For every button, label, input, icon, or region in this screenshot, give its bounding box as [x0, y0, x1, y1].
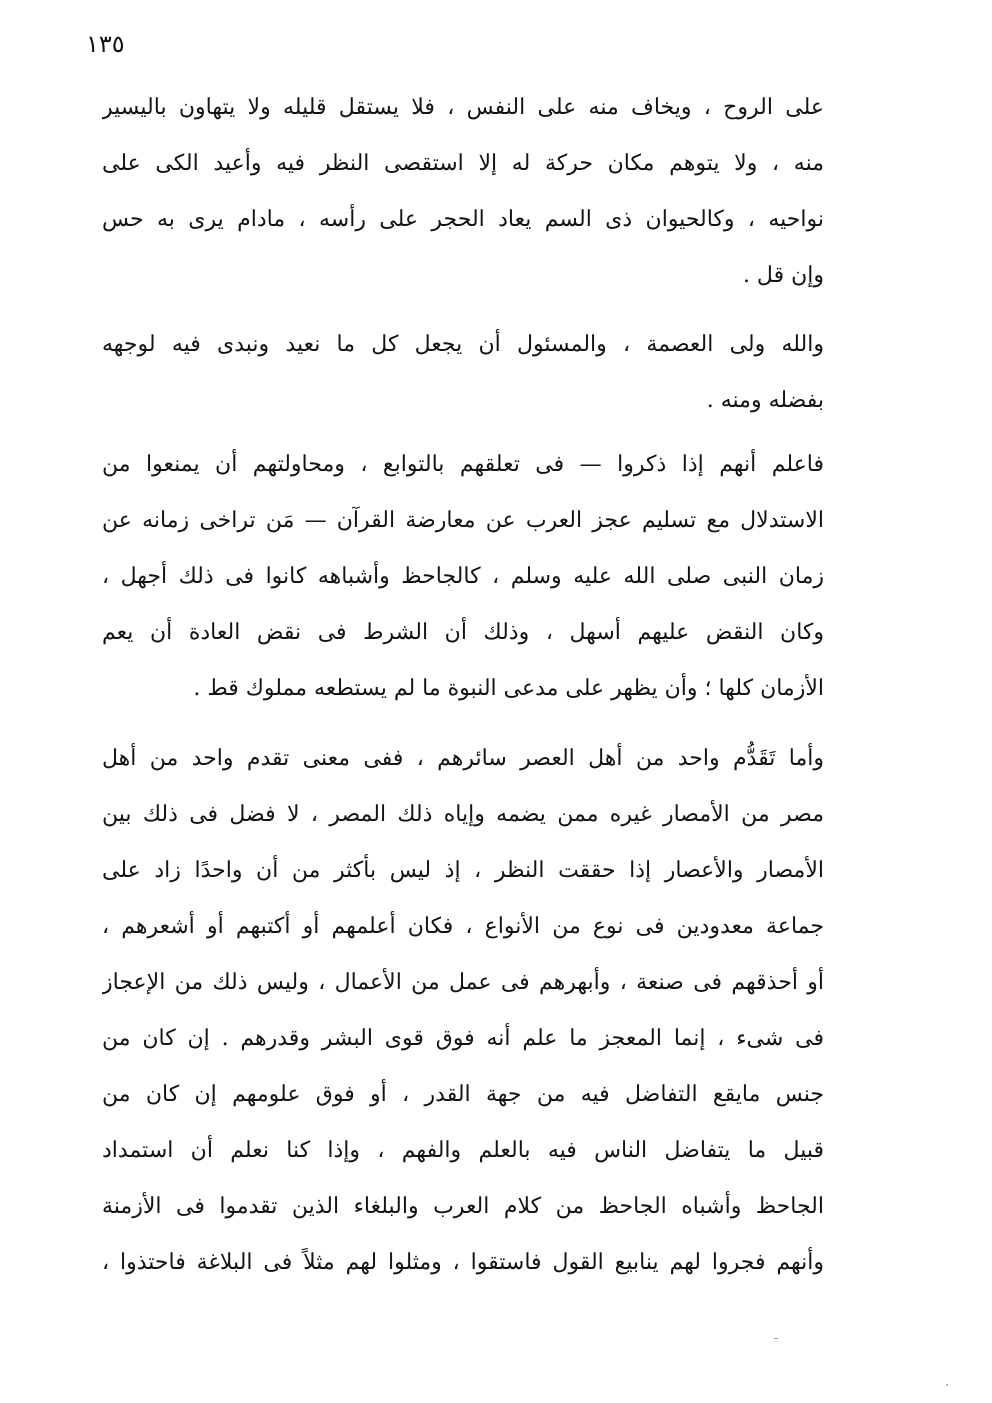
text-line: مصر من الأمصار غيره ممن يضمه وإياه ذلك المصر ، لا فضل فى ذلك بين: [102, 802, 824, 827]
text-line: الاستدلال مع تسليم عجز العرب عن معارضة القرآن — مَن تراخى زمانه عن: [102, 508, 824, 533]
text-line: أو أحذقهم فى صنعة ، وأبهرهم فى عمل من الأعمال ، وليس ذلك من الإعجاز: [102, 970, 824, 995]
text-line: منه ، ولا يتوهم مكان حركة له إلا استقصى النظر فيه وأعيد الكى على: [102, 151, 824, 176]
text-line: وأما تَقَدُّم واحد من أهل العصر سائرهم ، ففى معنى تقدم واحد من أهل: [102, 746, 824, 771]
paragraph-1: [102, 80, 824, 304]
scan-speck: [774, 1338, 778, 1339]
page-number: ١٣٥: [86, 30, 125, 58]
paragraph-3: [102, 437, 824, 717]
text-line: بفضله ومنه .: [706, 388, 824, 413]
text-line: جنس مايقع التفاضل فيه من جهة القدر ، أو فوق علومهم إن كان من: [102, 1082, 824, 1107]
text-line: على الروح ، ويخاف منه على النفس ، فلا يستقل قليله ولا يتهاون باليسير: [102, 95, 824, 120]
paragraph-4: [102, 731, 824, 1291]
text-line: وكان النقض عليهم أسهل ، وذلك أن الشرط فى نقض العادة أن يعم: [102, 620, 824, 645]
scan-speck: [946, 1384, 948, 1386]
text-line: الجاحظ وأشباه الجاحظ من كلام العرب والبلغاء الذين تقدموا فى الأزمنة: [102, 1194, 824, 1219]
text-line: جماعة معدودين فى نوع من الأنواع ، فكان أعلمهم أو أكتبهم أو أشعرهم ،: [102, 914, 824, 939]
text-line: الأزمان كلها ؛ وأن يظهر على مدعى النبوة ما لم يستطعه مملوك قط .: [193, 676, 824, 701]
text-line: فى شىء ، إنما المعجز ما علم أنه فوق قوى البشر وقدرهم . إن كان من: [102, 1026, 824, 1051]
text-line: الأمصار والأعصار إذا حققت النظر ، إذ ليس بأكثر من أن واحدًا زاد على: [102, 858, 824, 883]
text-line: وإن قل .: [742, 263, 824, 288]
text-line: قبيل ما يتفاضل الناس فيه بالعلم والفهم ، وإذا كنا نعلم أن استمداد: [102, 1138, 824, 1163]
paragraph-2: [102, 317, 824, 429]
text-line: زمان النبى صلى الله عليه وسلم ، كالجاحظ وأشباهه كانوا فى ذلك أجهل ،: [102, 564, 824, 589]
text-line: نواحيه ، وكالحيوان ذى السم يعاد الحجر على رأسه ، مادام يرى به حس: [102, 207, 824, 232]
text-line: والله ولى العصمة ، والمسئول أن يجعل كل ما نعيد ونبدى فيه لوجهه: [102, 332, 824, 357]
text-line: فاعلم أنهم إذا ذكروا — فى تعلقهم بالتوابع ، ومحاولتهم أن يمنعوا من: [102, 452, 824, 477]
text-line: وأنهم فجروا لهم ينابيع القول فاستقوا ، ومثلوا لهم مثلاً فى البلاغة فاحتذوا ،: [102, 1250, 824, 1275]
